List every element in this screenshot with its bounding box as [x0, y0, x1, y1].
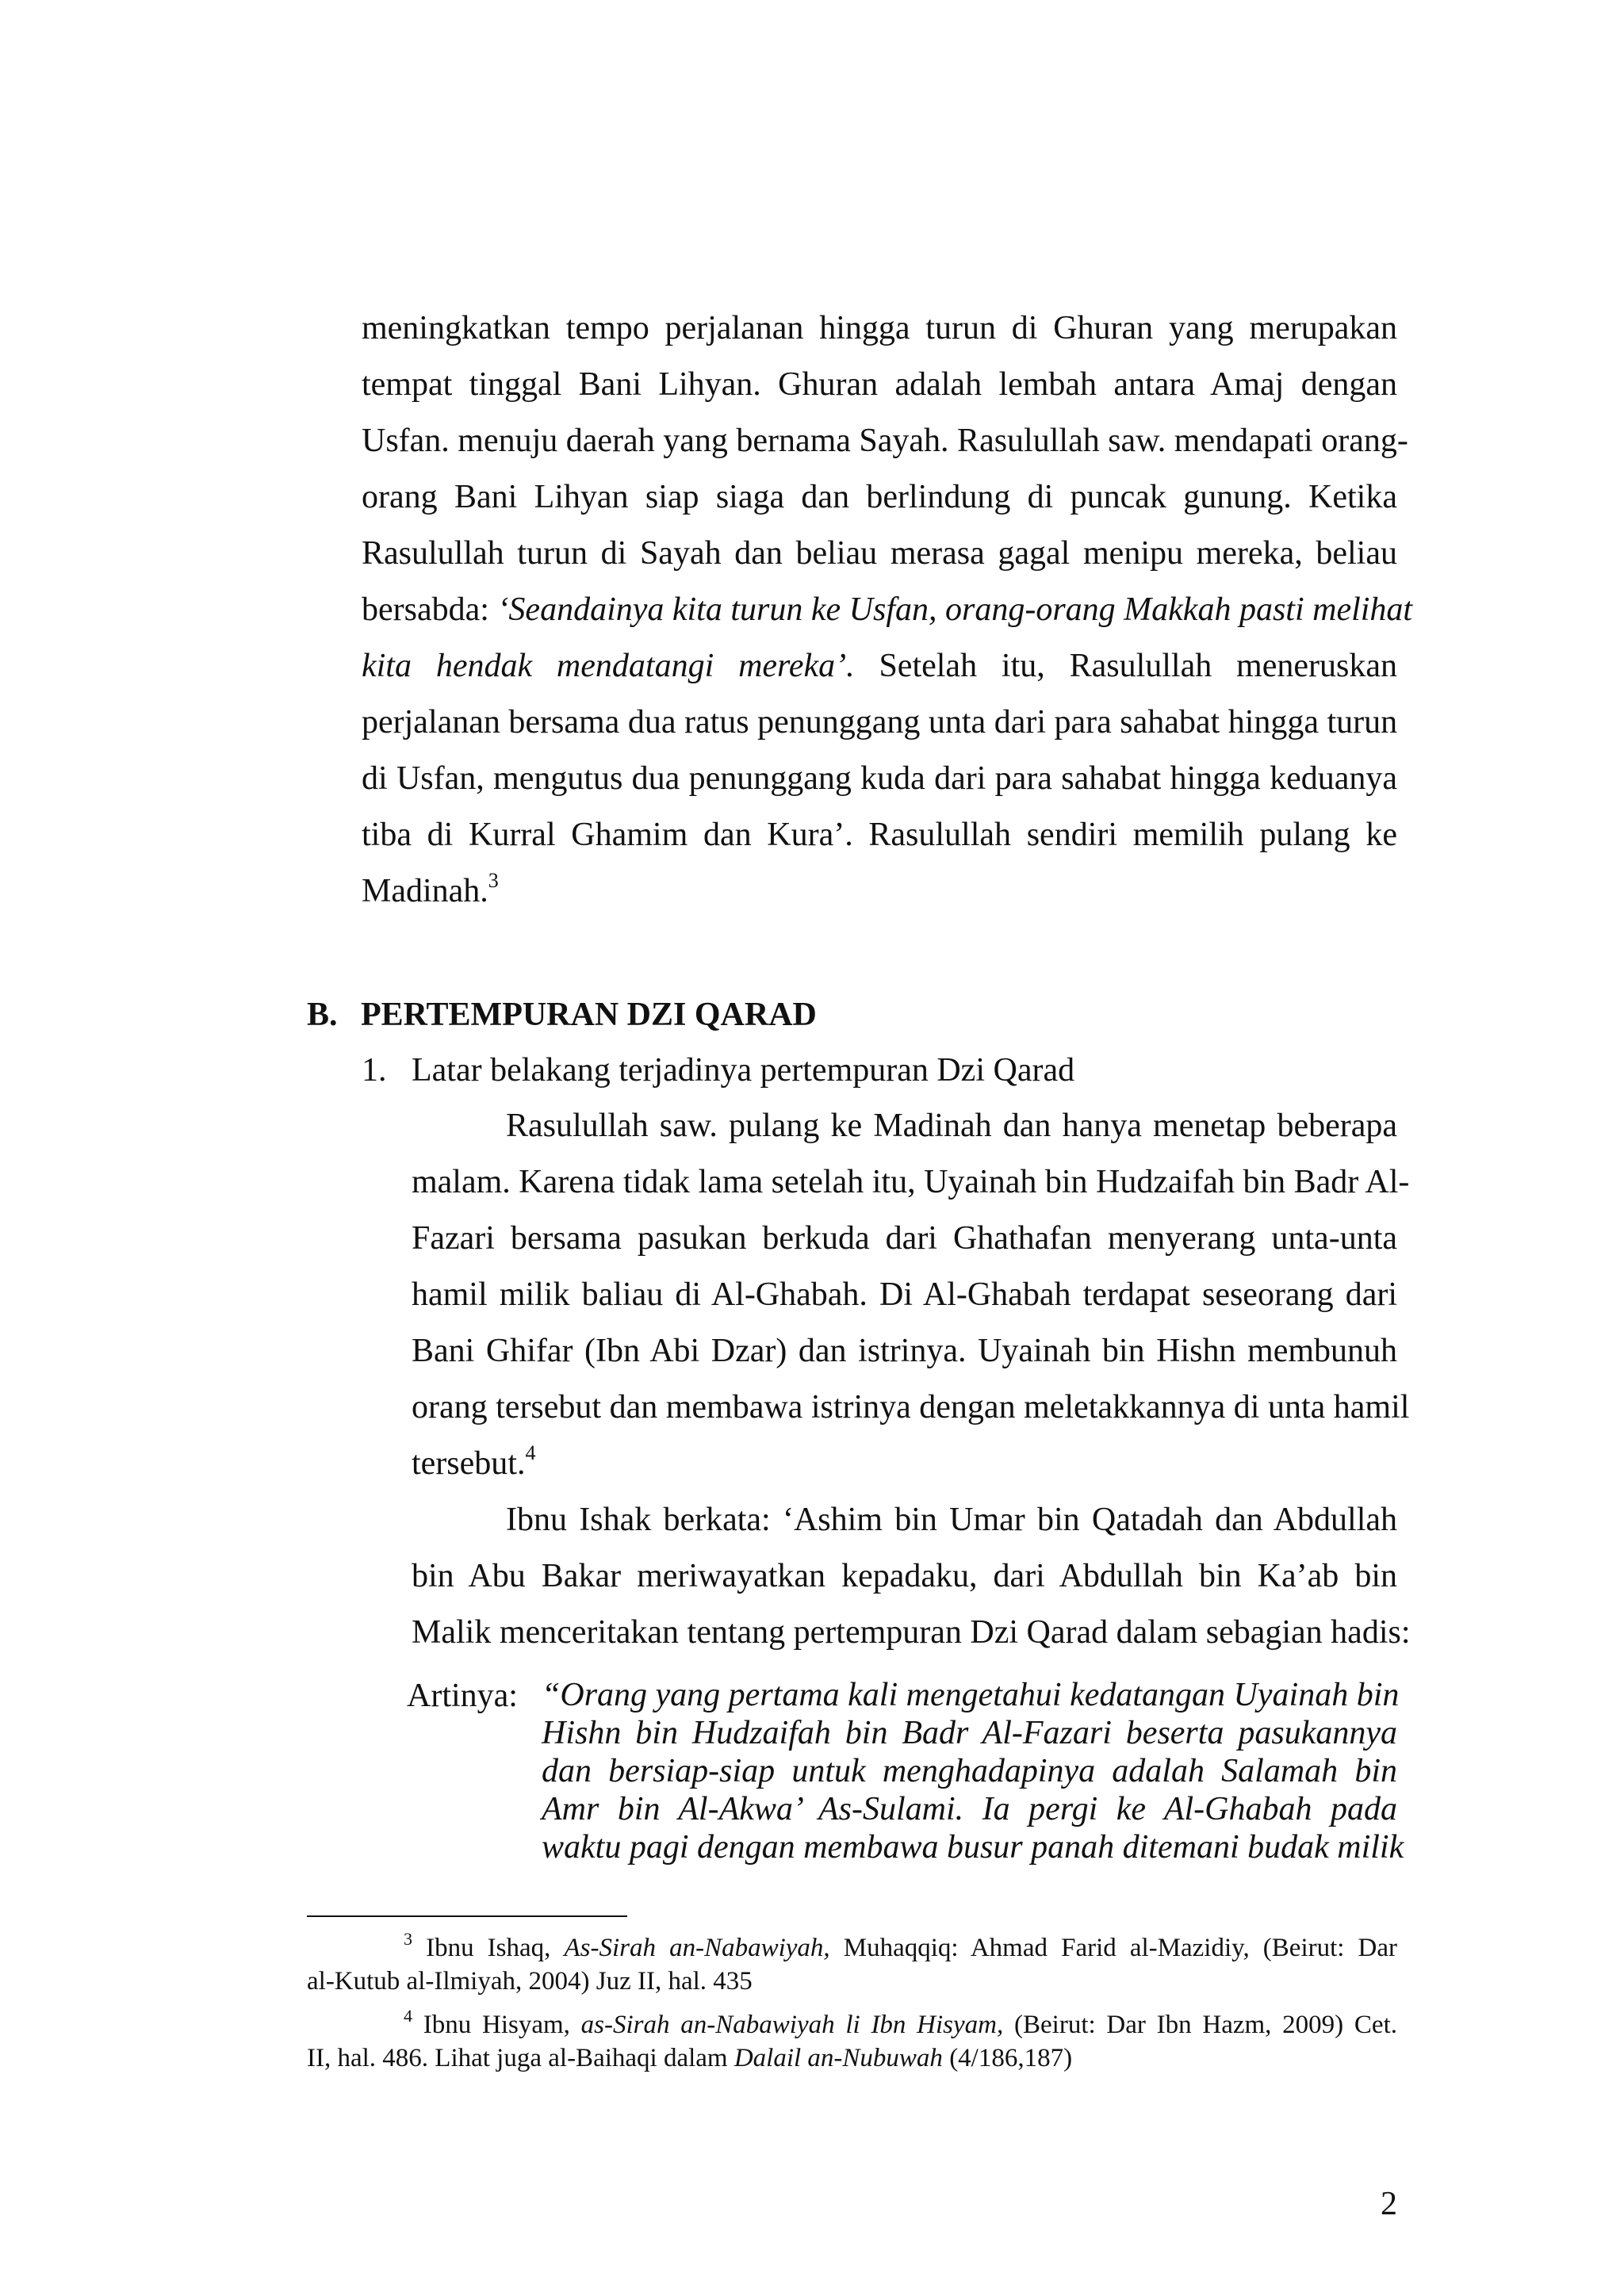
translation-line: waktu pagi dengan membawa busur panah ditemani budak milik — [542, 1829, 1404, 1866]
footnote-author: Ibnu Ishaq, — [426, 1934, 565, 1962]
quote-italic: kita hendak mendatangi mereka’. — [362, 648, 855, 684]
paragraph-line — [412, 1441, 1397, 1486]
translation-label: Artinya: — [407, 1678, 518, 1714]
paragraph-line: di Usfan, mengutus dua penunggang kuda dari para sahabat hingga keduanya — [362, 760, 1397, 797]
line-text: Madinah. — [362, 873, 488, 909]
footnote-reference[interactable]: 4 — [525, 1441, 536, 1464]
paragraph-line: Malik menceritakan tentang pertempuran Dzi Qarad dalam sebagian hadis: — [412, 1614, 1411, 1651]
line-text: Setelah itu, Rasulullah meneruskan — [854, 648, 1397, 684]
footnote-text: Muhaqqiq: Ahmad Farid al-Mazidiy, (Beirut: Dar — [829, 1934, 1398, 1962]
section-letter: B. — [307, 997, 338, 1033]
paragraph-line: meningkatkan tempo perjalanan hingga turun di Ghuran yang merupakan — [362, 310, 1397, 346]
paragraph-line: Rasulullah turun di Sayah dan beliau merasa gagal menipu mereka, beliau — [362, 535, 1397, 572]
translation-line: Amr bin Al-Akwa’ As-Sulami. Ia pergi ke Al-Ghabah pada — [542, 1791, 1397, 1827]
paragraph-line: malam. Karena tidak lama setelah itu, Uyainah bin Hudzaifah bin Badr Al- — [412, 1164, 1410, 1200]
footnote-line — [307, 2042, 1397, 2075]
footnote-separator — [307, 1915, 627, 1917]
paragraph-line: Rasulullah saw. pulang ke Madinah dan hanya menetap beberapa — [506, 1108, 1397, 1144]
footnote-author: Ibnu Hisyam, — [423, 2011, 581, 2039]
line-text: tersebut. — [412, 1445, 526, 1482]
line-text: bersabda: — [362, 591, 498, 628]
footnote-number: 4 — [404, 2006, 412, 2026]
section-heading — [307, 993, 817, 1037]
paragraph-line: hamil milik baliau di Al-Ghabah. Di Al-Ghabah terdapat seseorang dari — [412, 1276, 1397, 1313]
paragraph-line: tiba di Kurral Ghamim dan Kura’. Rasulullah sendiri memilih pulang ke — [362, 817, 1397, 853]
page-number: 2 — [1381, 2186, 1397, 2222]
paragraph-line: Usfan. menuju daerah yang bernama Sayah. Rasulullah saw. mendapati orang- — [362, 423, 1408, 459]
paragraph-line: orang Bani Lihyan siap siaga dan berlindung di puncak gunung. Ketika — [362, 479, 1397, 515]
paragraph-line — [362, 869, 1397, 913]
paragraph-line: Bani Ghifar (Ibn Abi Dzar) dan istrinya. Uyainah bin Hishn membunuh — [412, 1333, 1397, 1369]
footnote-line — [404, 2008, 1397, 2042]
section-title: PERTEMPURAN DZI QARAD — [361, 997, 817, 1033]
subsection-number: 1. — [362, 1052, 387, 1089]
paragraph-line: tempat tinggal Bani Lihyan. Ghuran adalah lembah antara Amaj dengan — [362, 366, 1397, 403]
footnote-title: as-Sirah an-Nabawiyah li Ibn Hisyam, — [580, 2011, 1004, 2039]
quote-italic: ‘Seandainya kita turun ke Usfan, orang-orang Makkah pasti melihat — [497, 591, 1413, 628]
paragraph-line: orang tersebut dan membawa istrinya dengan meletakkannya di unta hamil — [412, 1389, 1410, 1425]
footnote-text: (4/186,187) — [942, 2044, 1073, 2072]
paragraph-line: perjalanan bersama dua ratus penunggang unta dari para sahabat hingga turun — [362, 704, 1398, 740]
footnote-line: al-Kutub al-Ilmiyah, 2004) Juz II, hal. 435 — [307, 1967, 753, 1996]
paragraph-line — [362, 587, 1413, 632]
translation-line: dan bersiap-siap untuk menghadapinya adalah Salamah bin — [542, 1753, 1397, 1789]
footnote-number: 3 — [404, 1929, 412, 1949]
paragraph-line: Ibnu Ishak berkata: ‘Ashim bin Umar bin Qatadah dan Abdullah — [506, 1502, 1397, 1538]
subsection-heading — [362, 1048, 1074, 1093]
translation-line: Hishn bin Hudzaifah bin Badr Al-Fazari beserta pasukannya — [542, 1715, 1397, 1751]
translation-line: “Orang yang pertama kali mengetahui kedatangan Uyainah bin — [542, 1677, 1400, 1713]
footnote-line — [404, 1931, 1397, 1965]
footnote-title: Dalail an-Nubuwah — [733, 2044, 943, 2072]
paragraph-line — [362, 644, 1397, 688]
paragraph-line: Fazari bersama pasukan berkuda dari Ghathafan menyerang unta-unta — [412, 1220, 1397, 1257]
footnote-reference[interactable]: 3 — [488, 869, 499, 892]
footnote-title: As-Sirah an-Nabawiyah, — [564, 1934, 830, 1962]
paragraph-line: bin Abu Bakar meriwayatkan kepadaku, dari Abdullah bin Ka’ab bin — [412, 1558, 1397, 1594]
footnote-text: (Beirut: Dar Ibn Hazm, 2009) Cet. — [1003, 2011, 1397, 2039]
subsection-title: Latar belakang terjadinya pertempuran Dzi Qarad — [412, 1052, 1075, 1089]
footnote-text: II, hal. 486. Lihat juga al-Baihaqi dalam — [307, 2044, 734, 2072]
